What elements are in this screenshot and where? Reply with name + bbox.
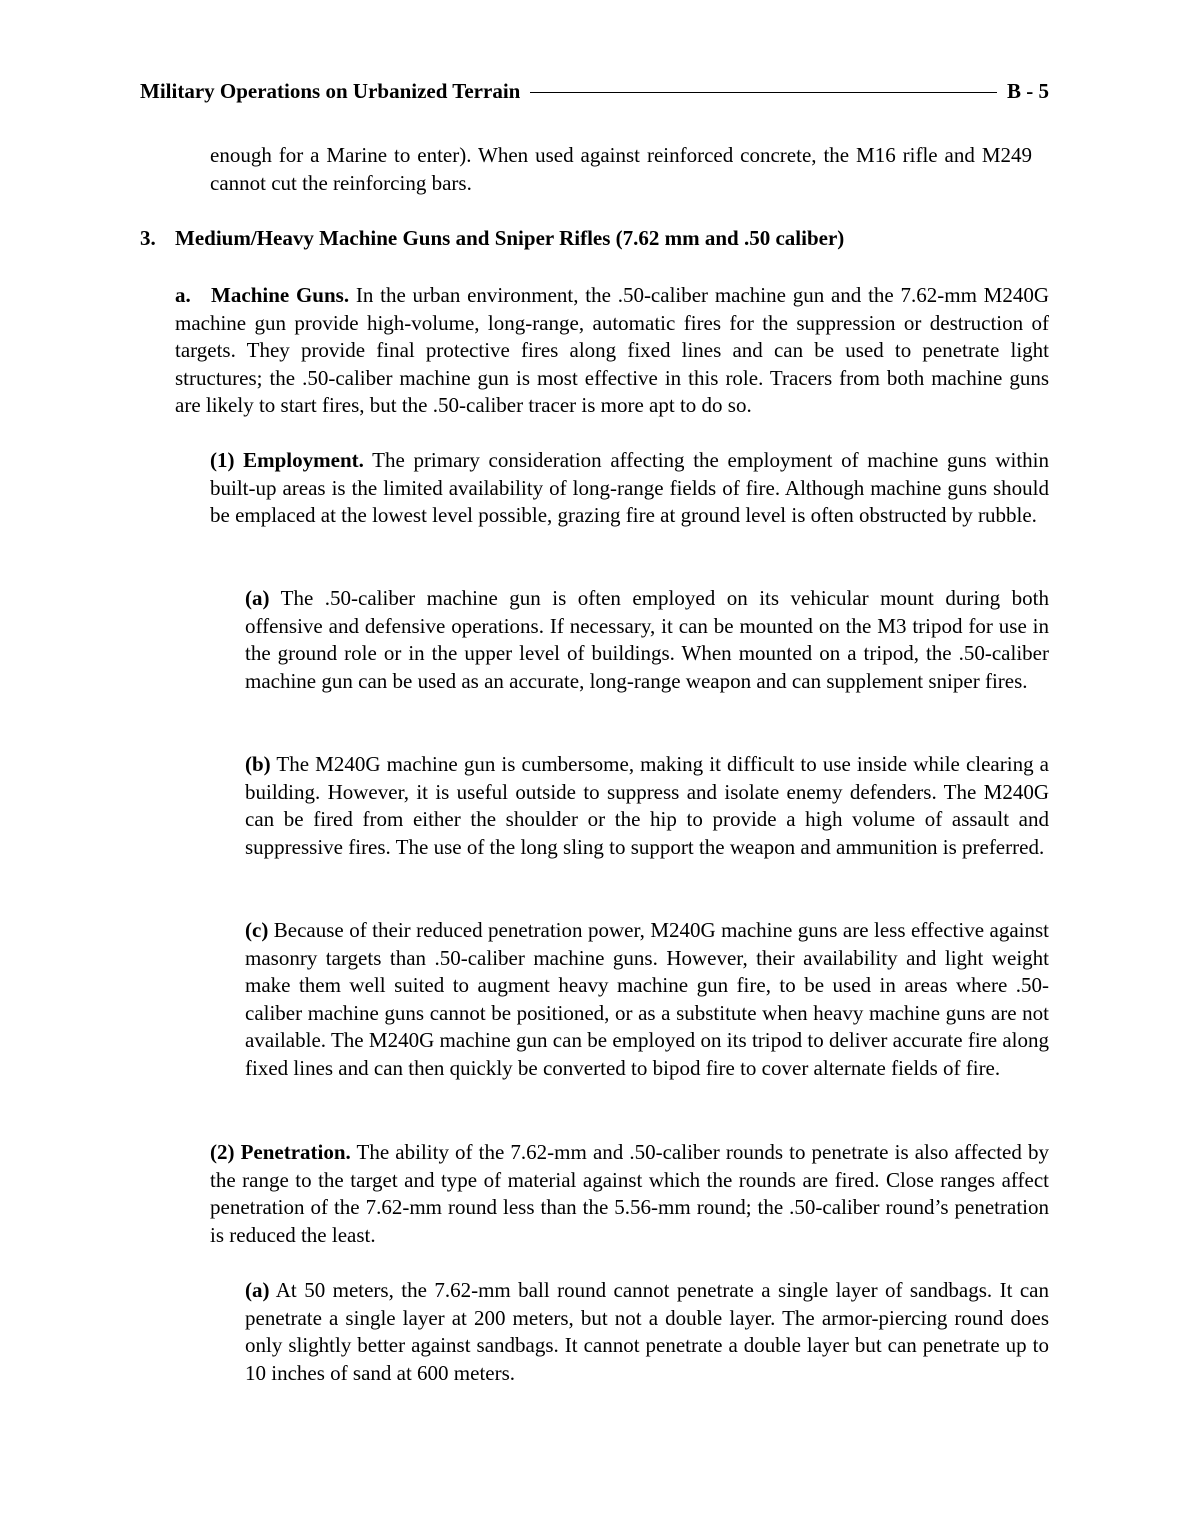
section-title: Medium/Heavy Machine Guns and Sniper Rifles (7.62 mm and .50 caliber) bbox=[175, 226, 845, 250]
paragraph-a-text: In the urban environment, the .50-caliber machine gun and the 7.62-mm M240G machine gun provide high-volume, long-range, automatic fires for the suppression or destruction of targets. They provide final protective fires along fixed lines and can be used to penetrate light structures; the .50-caliber machine gun is most effective in this role. Tracers from both machine guns are likely to start fires, but the .50-caliber tracer is more apt to do so. bbox=[175, 283, 1050, 417]
continuation-text: enough for a Marine to enter). When used against reinforced concrete, the M16 rifle and M249 cannot cut the reinforcing bars. bbox=[210, 143, 1032, 195]
paragraph-1-text: The primary consideration affecting the employment of machine guns within built-up areas is the limited availability of long-range fields of fire. Although machine guns should be emplaced at the lowest level possible, grazing fire at ground level is often obstructed by rubble. bbox=[210, 448, 1049, 527]
paragraph-a-title: Machine Guns. bbox=[211, 283, 350, 307]
paragraph-1c-label: (c) bbox=[245, 918, 269, 942]
paragraph-a-label: a. bbox=[175, 283, 191, 307]
paragraph-1a-text: The .50-caliber machine gun is often employed on its vehicular mount during both offensive and defensive operations. If necessary, it can be mounted on the M3 tripod for use in the ground role or in the upper level of buildings. When mounted on a tripod, the .50-caliber machine gun can be used as an accurate, long-range weapon and can supplement sniper fires. bbox=[245, 586, 1049, 693]
paragraph-2-label: (2) Penetration. bbox=[210, 1140, 351, 1164]
continuation-paragraph bbox=[210, 142, 1032, 197]
paragraph-1c-text: Because of their reduced penetration power, M240G machine guns are less effective against masonry targets than .50-caliber machine guns. However, their availability and light weight make them well suited to augment heavy machine gun fire, to be used in areas where .50-caliber machine guns cannot be positioned, or as a substitute when heavy machine guns are not available. The M240G machine gun can be employed on its tripod to deliver accurate fire along fixed lines and can then quickly be converted to bipod fire to cover alternate fields of fire. bbox=[245, 918, 1049, 1080]
paragraph-1-label: (1) Employment. bbox=[210, 448, 364, 472]
paragraph-2 bbox=[210, 1139, 1049, 1249]
paragraph-1b bbox=[245, 751, 1049, 861]
paragraph-2a-label: (a) bbox=[245, 1278, 270, 1302]
paragraph-2a bbox=[245, 1277, 1049, 1387]
paragraph-1a bbox=[245, 585, 1049, 695]
section-heading bbox=[140, 225, 844, 253]
paragraph-1 bbox=[210, 447, 1049, 530]
running-header bbox=[140, 78, 1049, 106]
section-number: 3. bbox=[140, 226, 156, 250]
header-rule bbox=[530, 92, 997, 93]
paragraph-1a-label: (a) bbox=[245, 586, 270, 610]
paragraph-1b-label: (b) bbox=[245, 752, 271, 776]
header-page-number: B - 5 bbox=[1007, 79, 1049, 103]
paragraph-2-text: The ability of the 7.62-mm and .50-caliber rounds to penetrate is also affected by the range to the target and type of material against which the rounds are fired. Close ranges affect penetration of the 7.62-mm round less than the 5.56-mm round; the .50-caliber round’s penetration is reduced the least. bbox=[210, 1140, 1049, 1247]
paragraph-2a-text: At 50 meters, the 7.62-mm ball round cannot penetrate a single layer of sandbags. It can penetrate a single layer at 200 meters, but not a double layer. The armor-piercing round does only slightly better against sandbags. It cannot penetrate a double layer but can penetrate up to 10 inches of sand at 600 meters. bbox=[245, 1278, 1049, 1385]
header-title: Military Operations on Urbanized Terrain bbox=[140, 79, 521, 103]
paragraph-1c bbox=[245, 917, 1049, 1082]
paragraph-a bbox=[175, 282, 1049, 420]
paragraph-1b-text: The M240G machine gun is cumbersome, making it difficult to use inside while clearing a building. However, it is useful outside to suppress and isolate enemy defenders. The M240G can be fired from either the shoulder or the hip to provide a high volume of assault and suppressive fires. The use of the long sling to support the weapon and ammunition is preferred. bbox=[245, 752, 1049, 859]
